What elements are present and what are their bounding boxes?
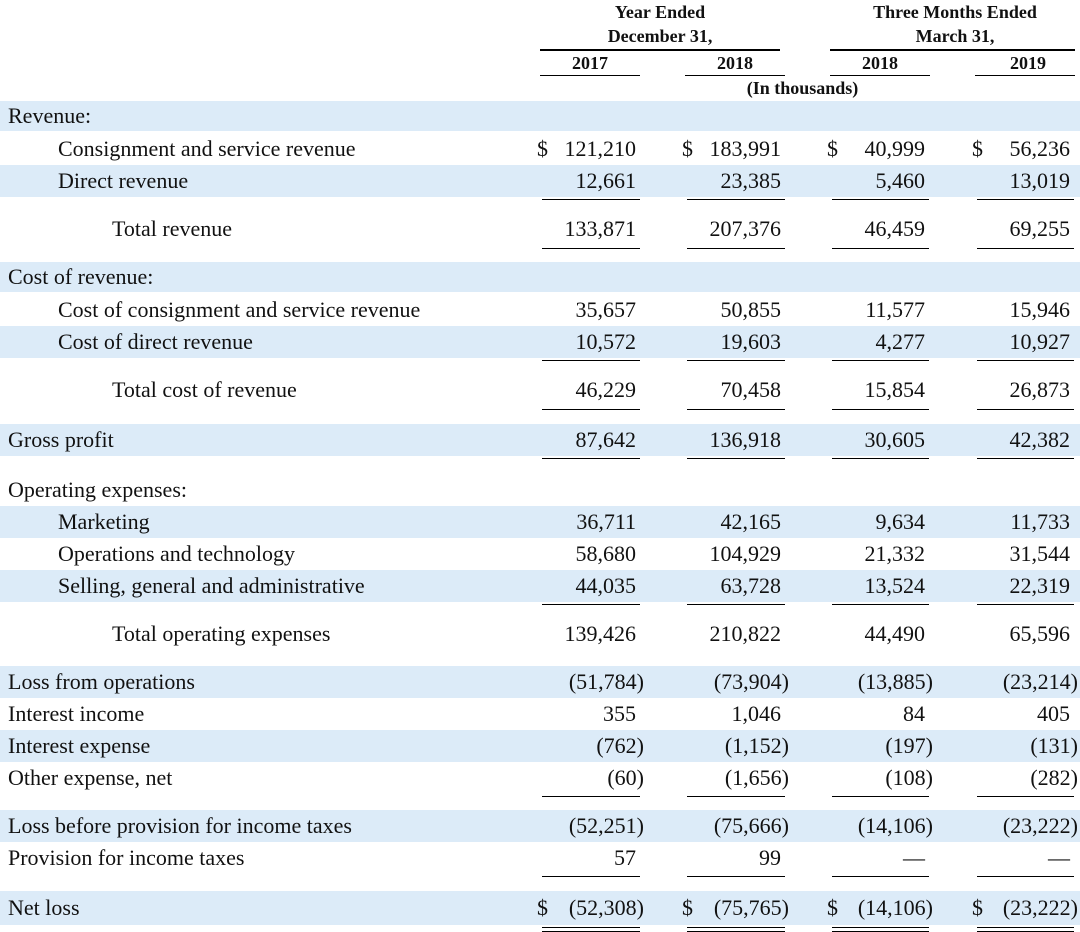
table-row [0, 762, 1080, 794]
cell-value: 22,319 [1009, 573, 1070, 598]
cell-value: 13,524 [864, 573, 925, 598]
underline [832, 409, 929, 410]
row-label: Total cost of revenue [112, 377, 297, 402]
underline [977, 458, 1074, 459]
underline [687, 409, 785, 410]
cell-value: (108) [885, 765, 933, 790]
cell-value: 9,634 [875, 509, 925, 534]
row-label: Gross profit [8, 427, 114, 452]
cell-value: 50,855 [720, 297, 781, 322]
table-row [0, 698, 1080, 730]
underline [977, 199, 1074, 200]
row-label: Direct revenue [58, 168, 189, 193]
cell-value: 30,605 [864, 427, 925, 452]
cell-value: 15,946 [1009, 297, 1070, 322]
cell-value: (197) [885, 733, 933, 758]
table-row [0, 133, 1080, 165]
cell-value: (23,222) [1002, 895, 1078, 920]
double-underline [542, 927, 640, 932]
cell-value: (762) [596, 733, 644, 758]
cell-value: 121,210 [564, 136, 636, 161]
row-label: Other expense, net [8, 765, 173, 790]
cell-value: 26,873 [1009, 377, 1070, 402]
cell-value: (23,222) [1002, 813, 1078, 838]
table-row [0, 891, 1080, 925]
cell-value: 36,711 [576, 509, 636, 534]
cell-value: 57 [614, 845, 636, 870]
cell-value: 210,822 [709, 621, 781, 646]
table-row [0, 538, 1080, 570]
underline [687, 796, 785, 797]
underline [687, 248, 785, 249]
header-three-months: Three Months Ended March 31, [873, 2, 1037, 46]
cell-value: (60) [607, 765, 644, 790]
underline [542, 248, 640, 249]
currency-symbol: $ [537, 895, 548, 920]
row-label: Provision for income taxes [8, 845, 245, 870]
cell-value: 23,385 [720, 168, 781, 193]
currency-symbol: $ [682, 895, 693, 920]
cell-value: 207,376 [709, 216, 781, 241]
row-label: Operations and technology [58, 541, 296, 566]
col-year-2018: 2018 [717, 53, 753, 73]
cell-value: 69,255 [1009, 216, 1070, 241]
table-row [0, 212, 1080, 246]
underline [832, 199, 929, 200]
cell-value: 10,927 [1009, 329, 1070, 354]
underline [542, 796, 640, 797]
row-label: Marketing [58, 509, 150, 534]
cell-value: (14,106) [857, 895, 933, 920]
table-row [0, 373, 1080, 407]
table-row [0, 666, 1080, 698]
row-label: Selling, general and administrative [58, 573, 365, 598]
table-row [0, 424, 1080, 456]
underline [832, 458, 929, 459]
row-label: Cost of consignment and service revenue [58, 297, 421, 322]
table-row [0, 101, 1080, 131]
table-row [0, 842, 1080, 874]
table-row [0, 262, 1080, 292]
header-year-ended: Year Ended December 31, [607, 2, 713, 46]
cell-value: (52,251) [568, 813, 644, 838]
cell-value: 104,929 [709, 541, 781, 566]
underline [977, 604, 1074, 605]
cell-value: 35,657 [575, 297, 636, 322]
cell-value: (282) [1030, 765, 1078, 790]
underline [977, 360, 1074, 361]
table-row [0, 810, 1080, 842]
row-label: Operating expenses: [8, 477, 187, 502]
underline [687, 876, 785, 877]
underline [542, 360, 640, 361]
cell-value: 13,019 [1009, 168, 1070, 193]
currency-symbol: $ [827, 136, 838, 161]
cell-value: 63,728 [720, 573, 781, 598]
col-year-2019-q1: 2019 [1010, 53, 1046, 73]
cell-value: 84 [903, 701, 925, 726]
units-label: (In thousands) [746, 78, 859, 98]
cell-value: 46,459 [864, 216, 925, 241]
underline [687, 360, 785, 361]
row-label: Consignment and service revenue [58, 136, 356, 161]
cell-value: 355 [603, 701, 636, 726]
underline [832, 248, 929, 249]
underline [977, 876, 1074, 877]
row-label: Loss before provision for income taxes [8, 813, 352, 838]
underline [542, 409, 640, 410]
table-row [0, 165, 1080, 197]
currency-symbol: $ [537, 136, 548, 161]
row-label: Revenue: [8, 103, 92, 128]
cell-value: 11,733 [1010, 509, 1070, 534]
double-underline [687, 927, 785, 932]
row-label: Total revenue [112, 216, 233, 241]
cell-value: (1,152) [724, 733, 789, 758]
cell-value: 87,642 [575, 427, 636, 452]
cell-value: 58,680 [575, 541, 636, 566]
underline [542, 604, 640, 605]
underline [687, 604, 785, 605]
cell-value: 139,426 [564, 621, 636, 646]
underline [977, 796, 1074, 797]
underline [977, 248, 1074, 249]
cell-value: 65,596 [1009, 621, 1070, 646]
cell-value: 70,458 [720, 377, 781, 402]
col-year-2018-q1: 2018 [862, 53, 898, 73]
underline [832, 604, 929, 605]
underline [977, 409, 1074, 410]
cell-value: (51,784) [568, 669, 644, 694]
underline [832, 796, 929, 797]
cell-value: (14,106) [857, 813, 933, 838]
cell-value: 44,035 [575, 573, 636, 598]
cell-value: (1,656) [724, 765, 789, 790]
underline [687, 199, 785, 200]
cell-value: 19,603 [720, 329, 781, 354]
underline [832, 360, 929, 361]
cell-value: (73,904) [713, 669, 789, 694]
cell-value: 11,577 [865, 297, 925, 322]
underline [687, 458, 785, 459]
underline [542, 876, 640, 877]
cell-value: 42,165 [720, 509, 781, 534]
row-label: Interest income [8, 701, 145, 726]
cell-value: 405 [1037, 701, 1070, 726]
underline [542, 458, 640, 459]
cell-value: 4,277 [875, 329, 925, 354]
cell-value: (131) [1030, 733, 1078, 758]
cell-value: (75,666) [713, 813, 789, 838]
cell-value: 56,236 [1009, 136, 1070, 161]
cell-value: 40,999 [864, 136, 925, 161]
table-row [0, 730, 1080, 762]
currency-symbol: $ [972, 895, 983, 920]
table-row [0, 326, 1080, 358]
table-row [0, 570, 1080, 602]
cell-value: 5,460 [875, 168, 925, 193]
table-row [0, 294, 1080, 326]
cell-value: 44,490 [864, 621, 925, 646]
currency-symbol: $ [682, 136, 693, 161]
underline [542, 199, 640, 200]
table-row [0, 475, 1080, 505]
cell-value: (52,308) [568, 895, 644, 920]
currency-symbol: $ [827, 895, 838, 920]
cell-value: 136,918 [709, 427, 781, 452]
cell-value: 42,382 [1009, 427, 1070, 452]
currency-symbol: $ [972, 136, 983, 161]
row-label: Net loss [8, 895, 80, 920]
row-label: Total operating expenses [112, 621, 331, 646]
row-label: Cost of direct revenue [58, 329, 253, 354]
col-year-2017: 2017 [572, 53, 608, 73]
cell-value: 46,229 [575, 377, 636, 402]
row-label: Loss from operations [8, 669, 195, 694]
double-underline [977, 927, 1074, 932]
table-row [0, 617, 1080, 651]
cell-value: 15,854 [864, 377, 925, 402]
cell-value: 99 [759, 845, 781, 870]
cell-value: 21,332 [864, 541, 925, 566]
cell-value: (13,885) [857, 669, 933, 694]
cell-value: 10,572 [575, 329, 636, 354]
table-row [0, 506, 1080, 538]
cell-value: (75,765) [713, 895, 789, 920]
underline [832, 876, 929, 877]
cell-value: 31,544 [1009, 541, 1070, 566]
double-underline [832, 927, 929, 932]
cell-value: 183,991 [709, 136, 781, 161]
cell-value: — [1048, 845, 1070, 870]
row-label: Cost of revenue: [8, 264, 154, 289]
cell-value: 133,871 [564, 216, 636, 241]
cell-value: (23,214) [1002, 669, 1078, 694]
cell-value: 1,046 [731, 701, 781, 726]
cell-value: 12,661 [575, 168, 636, 193]
row-label: Interest expense [8, 733, 151, 758]
cell-value: — [903, 845, 925, 870]
